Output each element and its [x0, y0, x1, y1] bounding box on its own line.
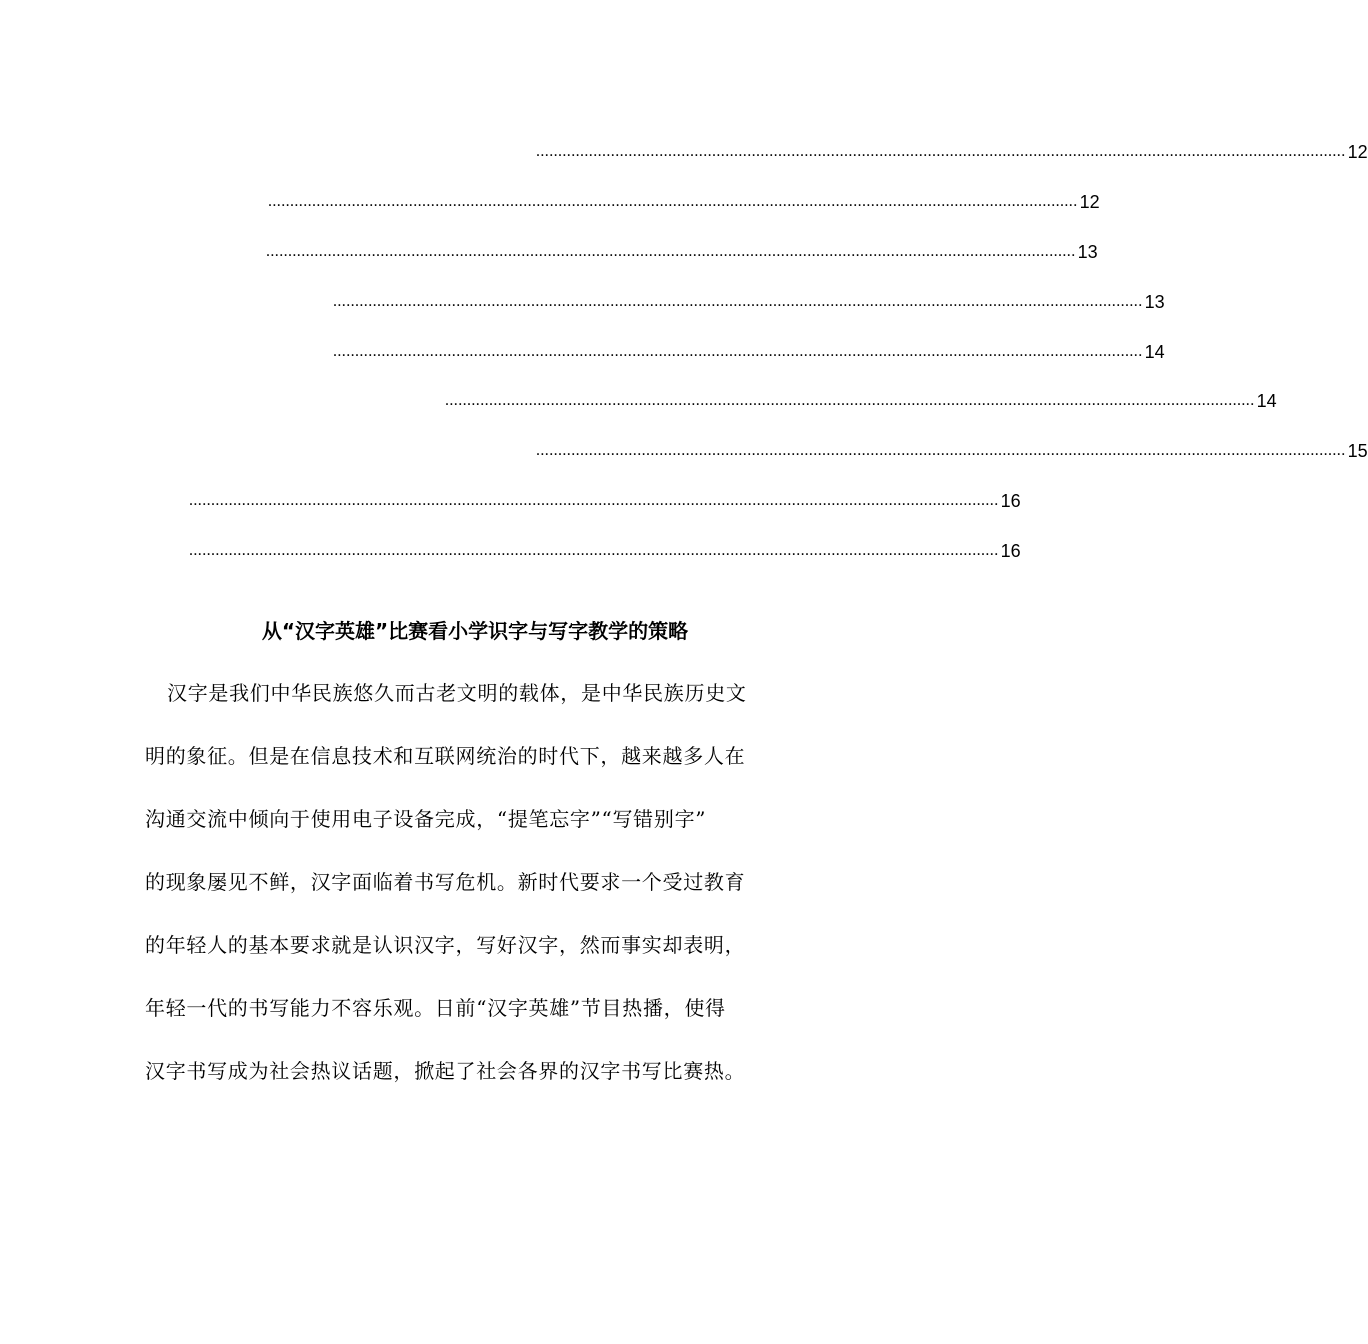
toc-page-number: 13: [1144, 292, 1165, 312]
toc-entry[interactable]: [445, 388, 1277, 412]
toc-page-number: 16: [1000, 491, 1021, 511]
paragraph-line: 的年轻人的基本要求就是认识汉字，写好汉字，然而事实却表明，: [145, 933, 746, 957]
toc-leader-dots: ........................................................................................................................................................................................: [333, 293, 1143, 310]
toc-page-number: 15: [1347, 441, 1368, 461]
toc-entry[interactable]: [189, 538, 1021, 562]
article-title: 从“汉字英雄”比赛看小学识字与写字教学的策略: [261, 619, 689, 643]
toc-entry[interactable]: [268, 189, 1100, 213]
toc-leader-dots: ........................................................................................................................................................................................: [266, 243, 1076, 260]
toc-leader-dots: ........................................................................................................................................................................................: [189, 542, 999, 559]
toc-page-number: 12: [1079, 192, 1100, 212]
paragraph-line: 沟通交流中倾向于使用电子设备完成，“提笔忘字”“写错别字”: [145, 807, 707, 831]
toc-page-number: 16: [1000, 541, 1021, 561]
paragraph-line: 年轻一代的书写能力不容乐观。日前“汉字英雄”节目热播，使得: [145, 996, 726, 1020]
toc-entry[interactable]: [333, 289, 1165, 313]
paragraph-line: 的现象屡见不鲜，汉字面临着书写危机。新时代要求一个受过教育: [145, 870, 746, 894]
paragraph-line: 明的象征。但是在信息技术和互联网统治的时代下，越来越多人在: [145, 744, 746, 768]
toc-leader-dots: ........................................................................................................................................................................................: [333, 343, 1143, 360]
toc-entry[interactable]: [189, 488, 1021, 512]
toc-leader-dots: ........................................................................................................................................................................................: [536, 143, 1346, 160]
toc-page-number: 13: [1077, 242, 1098, 262]
toc-page-number: 12: [1347, 142, 1368, 162]
paragraph-line: 汉字是我们中华民族悠久而古老文明的载体，是中华民族历史文: [167, 681, 747, 705]
toc-leader-dots: ........................................................................................................................................................................................: [445, 392, 1255, 409]
toc-leader-dots: ........................................................................................................................................................................................: [189, 492, 999, 509]
paragraph-line: 汉字书写成为社会热议话题，掀起了社会各界的汉字书写比赛热。: [145, 1059, 746, 1083]
toc-page-number: 14: [1256, 391, 1277, 411]
toc-page-number: 14: [1144, 342, 1165, 362]
toc-entry[interactable]: [333, 339, 1165, 363]
toc-entry[interactable]: [266, 239, 1098, 263]
toc-entry[interactable]: [536, 438, 1368, 462]
toc-leader-dots: ........................................................................................................................................................................................: [536, 442, 1346, 459]
toc-leader-dots: ........................................................................................................................................................................................: [268, 193, 1078, 210]
article-body: [145, 678, 805, 1119]
toc-entry[interactable]: [536, 139, 1368, 163]
